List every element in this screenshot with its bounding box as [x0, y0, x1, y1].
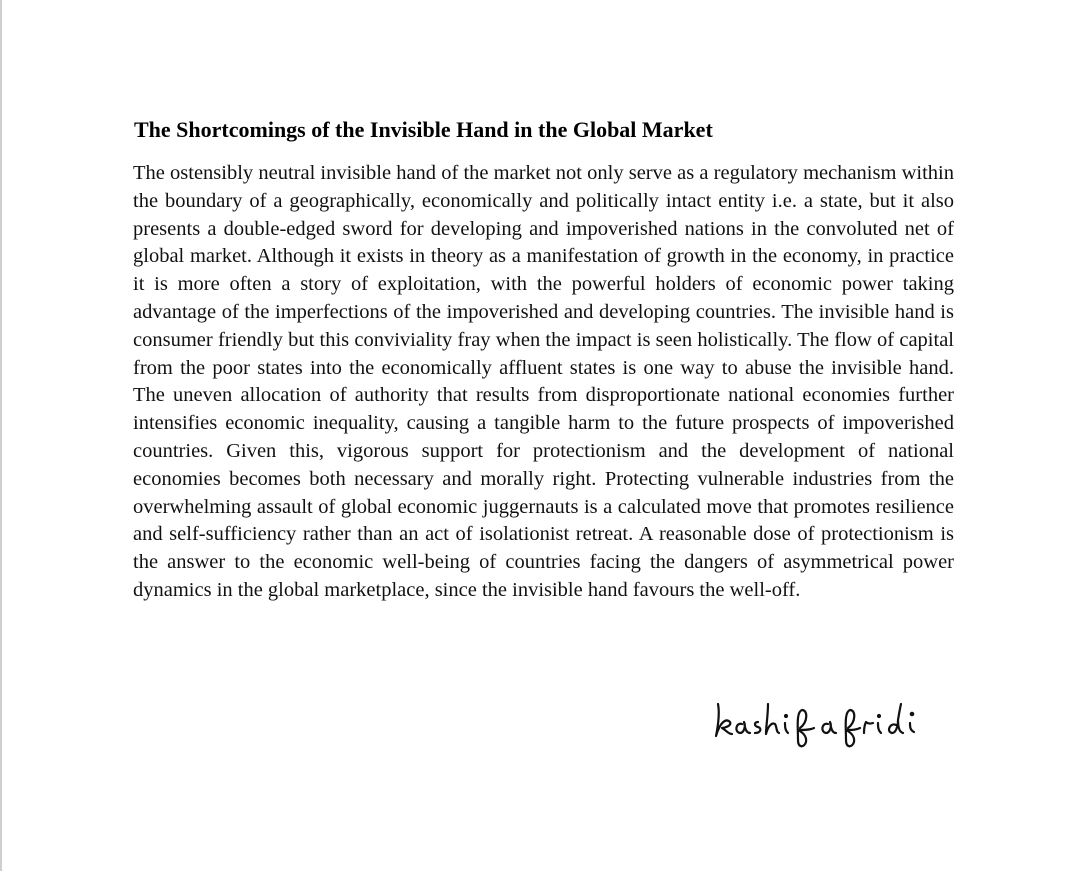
- document-body-paragraph: The ostensibly neutral invisible hand of the market not only serve as a regulatory mechanism within the boundary of a geographically, economically and politically intact entity i.e. a state, but it also presents a double-edged sword for developing and impoverished nations in the convoluted net of global market. Although it exists in theory as a manifestation of growth in the economy, in practice it is more often a story of exploitation, with the powerful holders of economic power taking advantage of the imperfections of the impoverished and developing countries. The invisible hand is consumer friendly but this conviviality fray when the impact is seen holistically. The flow of capital from the poor states into the economically affluent states is one way to abuse the invisible hand. The uneven allocation of authority that results from disproportionate national economies further intensifies economic inequality, causing a tangible harm to the future prospects of impoverished countries. Given this, vigorous support for protectionism and the development of national economies becomes both necessary and morally right. Protecting vulnerable industries from the overwhelming assault of global economic juggernauts is a calculated move that promotes resilience and self-sufficiency rather than an act of isolationist retreat. A reasonable dose of protectionism is the answer to the economic well-being of countries facing the dangers of asymmetrical power dynamics in the global marketplace, since the invisible hand favours the well-off.: [133, 162, 954, 601]
- document-title: The Shortcomings of the Invisible Hand in the Global Market: [134, 117, 713, 142]
- handwritten-signature: [708, 692, 938, 752]
